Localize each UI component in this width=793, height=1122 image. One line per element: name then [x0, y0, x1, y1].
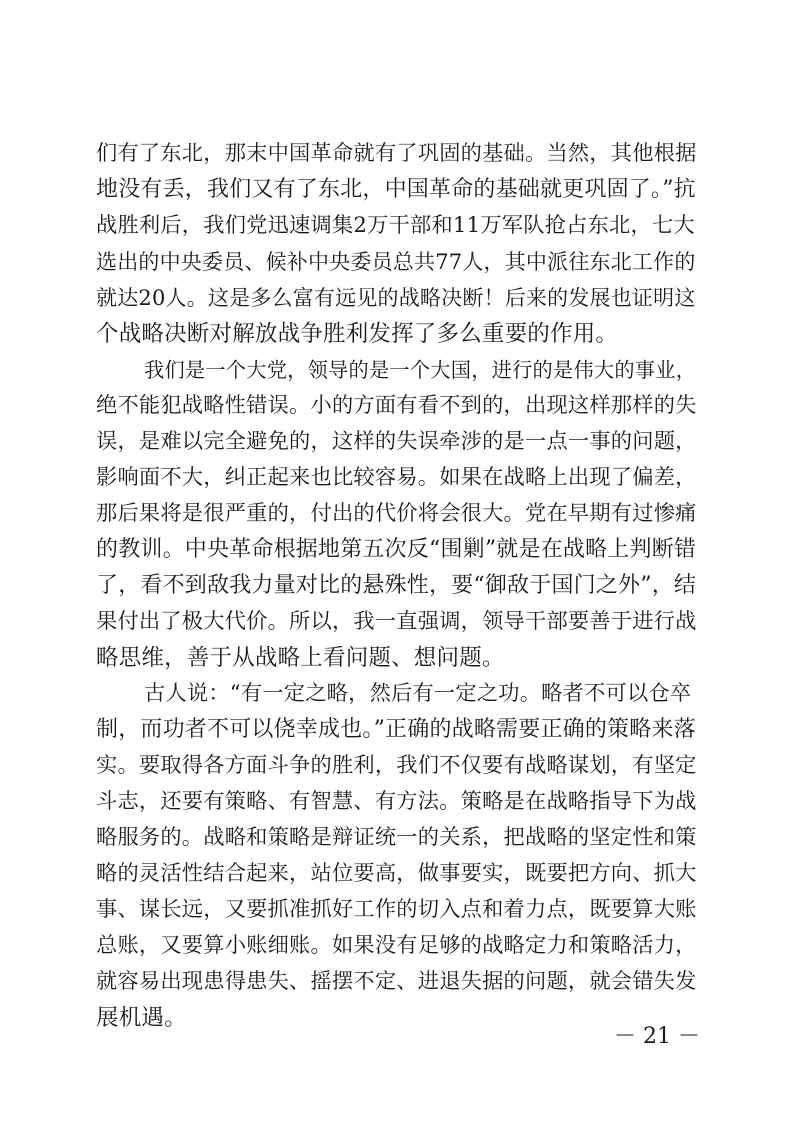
text-line-22: 事、谋长远，又要抓准抓好工作的切入点和着力点，既要算大账	[96, 897, 697, 922]
text-line-2: 地没有丢，我们又有了东北，中国革命的基础就更巩固了。”抗	[96, 177, 696, 202]
text-line-16: 古人说：“有一定之略，然后有一定之功。略者不可以仓卒	[144, 681, 692, 706]
text-line-13: 了，看不到敌我力量对比的悬殊性，要“御敌于国门之外”，结	[96, 573, 697, 598]
text-line-17: 制，而功者不可以侥幸成也。”正确的战略需要正确的策略来落	[96, 717, 696, 742]
page-number: － 21 －	[614, 1024, 700, 1049]
text-line-1: 们有了东北，那末中国革命就有了巩固的基础。当然，其他根据	[96, 141, 697, 166]
text-line-7: 我们是一个大党，领导的是一个大国，进行的是伟大的事业，	[144, 358, 697, 382]
text-line-11: 那后果将是很严重的，付出的代价将会很大。党在早期有过惨痛	[96, 501, 697, 526]
text-line-3: 战胜利后，我们党迅速调集2万干部和11万军队抢占东北，七大	[96, 213, 695, 238]
text-line-19: 斗志，还要有策略、有智慧、有方法。策略是在战略指导下为战	[96, 789, 697, 814]
text-line-14: 果付出了极大代价。所以，我一直强调，领导干部要善于进行战	[96, 609, 697, 634]
text-line-10: 影响面不大，纠正起来也比较容易。如果在战略上出现了偏差，	[96, 465, 697, 490]
text-line-5: 就达20人。这是多么富有远见的战略决断！后来的发展也证明这	[96, 286, 696, 310]
text-line-21: 略的灵活性结合起来，站位要高，做事要实，既要把方向、抓大	[96, 861, 697, 886]
text-line-25: 展机遇。	[96, 1005, 187, 1031]
text-line-24: 就容易出现患得患失、摇摆不定、进退失据的问题，就会错失发	[96, 969, 697, 994]
text-line-9: 误，是难以完全避免的，这样的失误牵涉的是一点一事的问题，	[96, 429, 697, 454]
text-line-12: 的教训。中央革命根据地第五次反“围剿”就是在战略上判断错	[96, 537, 697, 562]
text-line-4: 选出的中央委员、候补中央委员总共77人，其中派往东北工作的	[96, 250, 696, 274]
text-line-15: 略思维，善于从战略上看问题、想问题。	[96, 645, 505, 671]
text-line-8: 绝不能犯战略性错误。小的方面有看不到的，出现这样那样的失	[96, 393, 697, 418]
text-line-6: 个战略决断对解放战争胜利发挥了多么重要的作用。	[96, 321, 619, 347]
text-line-23: 总账，又要算小账细账。如果没有足够的战略定力和策略活力，	[96, 933, 697, 958]
text-line-18: 实。要取得各方面斗争的胜利，我们不仅要有战略谋划，有坚定	[96, 753, 697, 778]
text-line-20: 略服务的。战略和策略是辩证统一的关系，把战略的坚定性和策	[96, 825, 697, 850]
